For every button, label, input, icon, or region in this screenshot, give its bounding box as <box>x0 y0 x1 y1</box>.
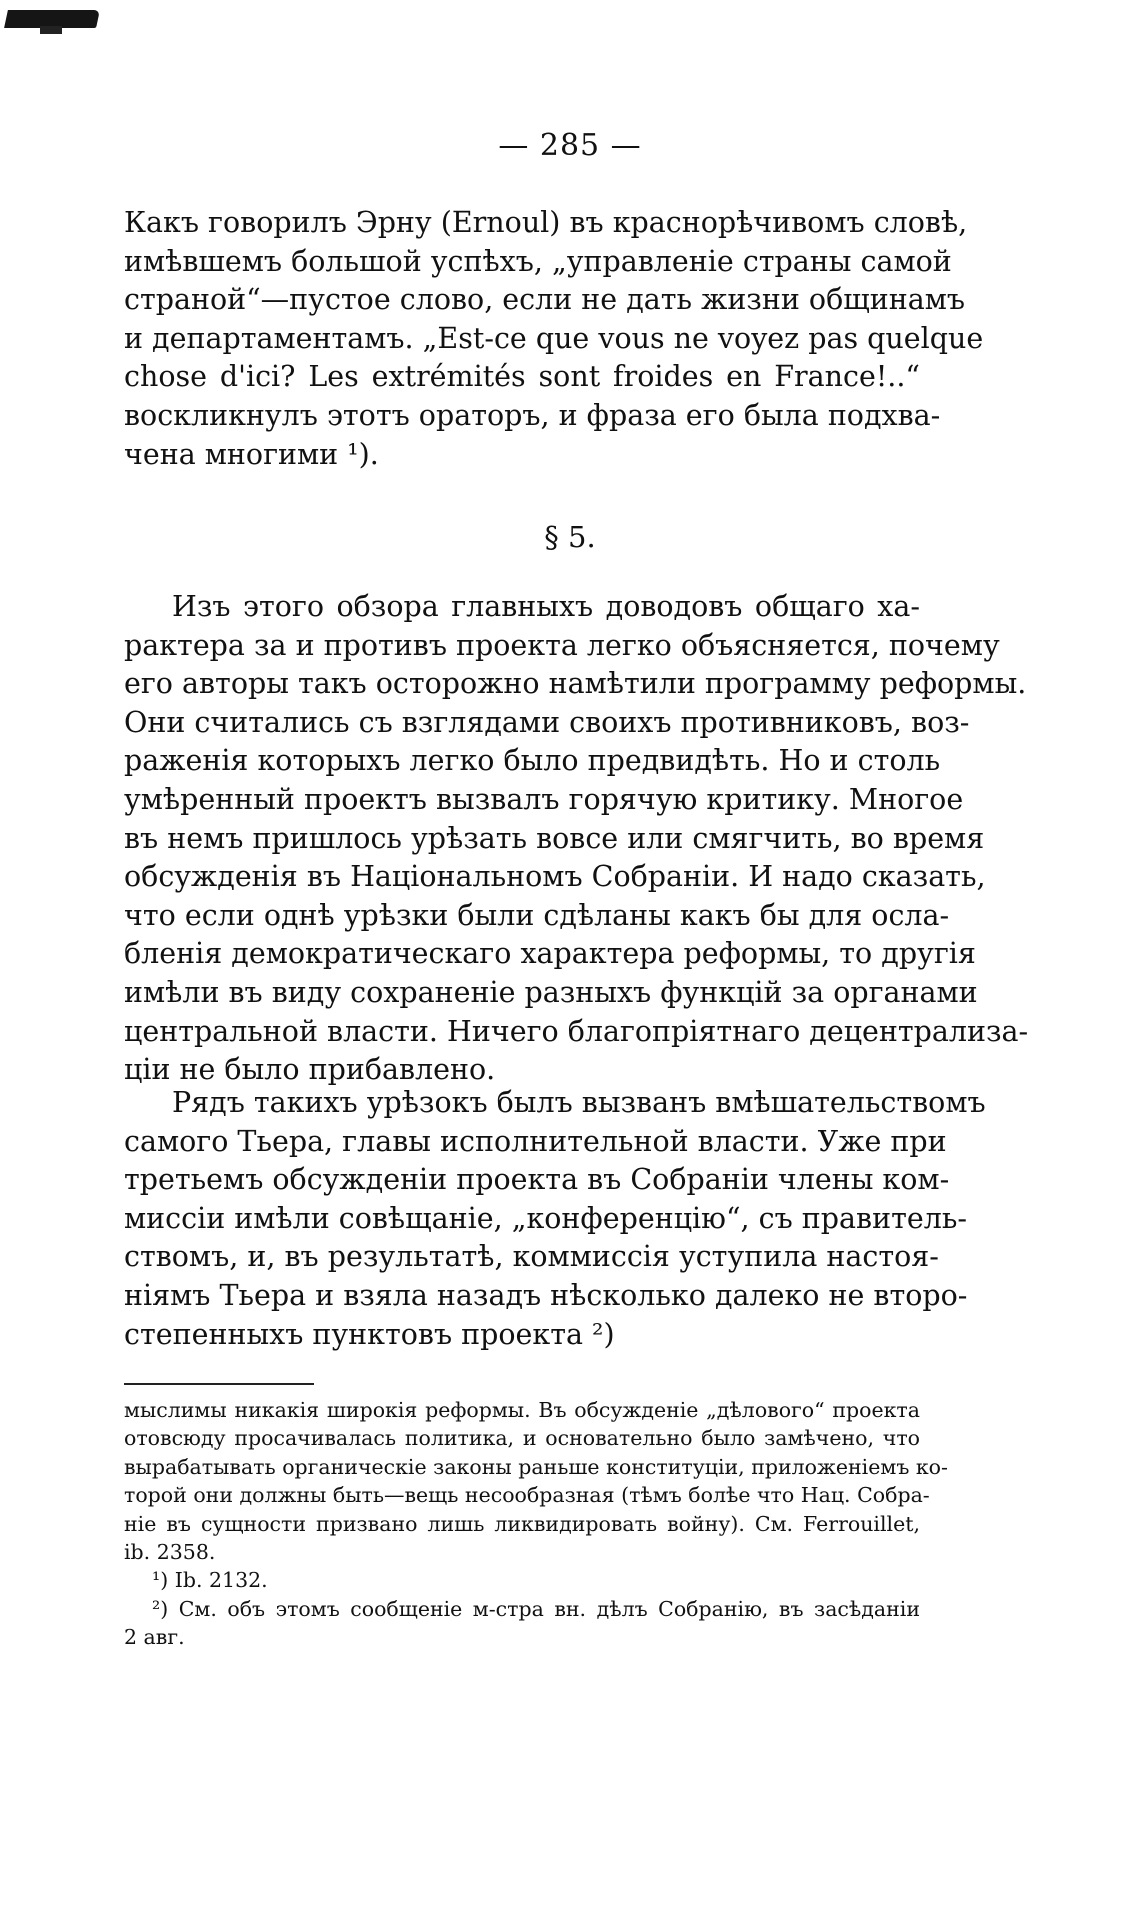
footnote-line: мыслимы никакія широкія реформы. Въ обсужденіе „дѣлового“ проекта <box>124 1398 920 1422</box>
text-line: Изъ этого обзора главныхъ доводовъ общаго ха- <box>172 590 920 623</box>
scan-artifact-mark-small <box>40 26 62 34</box>
text-line: ціи не было прибавлено. <box>124 1053 496 1087</box>
footnotes <box>124 1396 948 1652</box>
text-line: ствомъ, и, въ результатѣ, коммиссія уступила настоя- <box>124 1240 939 1274</box>
text-line: рактера за и противъ проекта легко объясняется, почему <box>124 628 1000 662</box>
text-line: центральной власти. Ничего благопріятнаго децентрализа- <box>124 1014 1029 1048</box>
footnote-line: вырабатывать органическіе законы раньше конституціи, приложеніемъ ко- <box>124 1454 948 1479</box>
text-line: бленія демократическаго характера реформы, то другія <box>124 937 976 971</box>
footnote-2-line: ²) См. объ этомъ сообщеніе м-стра вн. дѣлъ Собранію, въ засѣданіи <box>152 1596 920 1621</box>
footnote-2-line: 2 авг. <box>124 1625 185 1650</box>
footnote-line: ib. 2358. <box>124 1539 216 1564</box>
footnote-line: отовсюду просачивалась политика, и основательно было замѣчено, что <box>124 1426 920 1451</box>
text-line: ніямъ Тьера и взяла назадъ нѣсколько далеко не второ- <box>124 1278 968 1312</box>
text-line: и департаментамъ. „Est-ce que vous ne voyez pas quelque <box>124 321 984 355</box>
text-line: воскликнулъ этотъ ораторъ, и фраза его была подхва- <box>124 398 941 432</box>
footnote-1: ¹) Ib. 2132. <box>152 1568 268 1593</box>
text-line: раженія которыхъ легко было предвидѣть. Но и столь <box>124 744 941 778</box>
text-line: умѣренный проектъ вызвалъ горячую критику. Многое <box>124 782 964 816</box>
section-heading: § 5. <box>544 520 596 554</box>
text-line: степенныхъ пунктовъ проекта ²) <box>124 1317 615 1351</box>
text-line: его авторы такъ осторожно намѣтили программу реформы. <box>124 667 1027 701</box>
paragraph-2 <box>124 588 1029 1090</box>
text-line: имѣвшемъ большой успѣхъ, „управленіе страны самой <box>124 244 952 278</box>
footnote-line: ніе въ сущности призвано лишь ликвидировать войну). См. Ferrouillet, <box>124 1511 920 1536</box>
text-line: самого Тьера, главы исполнительной власти. Уже при <box>124 1124 947 1158</box>
text-line: chose d'ici? Les extrémités sont froides en France!..“ <box>124 360 920 394</box>
text-line: третьемъ обсужденіи проекта въ Собраніи члены ком- <box>124 1163 950 1197</box>
text-line: что если однѣ урѣзки были сдѣланы какъ бы для осла- <box>124 898 950 932</box>
footnote-line: торой они должны быть—вещь несообразная (тѣмъ болѣе что Нац. Собра- <box>124 1483 930 1508</box>
text-line: миссіи имѣли совѣщаніе, „конференцію“, съ правитель- <box>124 1201 967 1235</box>
page-number: — 285 — <box>498 128 642 163</box>
text-line: имѣли въ виду сохраненіе разныхъ функцій за органами <box>124 975 978 1009</box>
text-line: страной“—пустое слово, если не дать жизни общинамъ <box>124 283 966 317</box>
text-line: чена многими ¹). <box>124 437 379 471</box>
text-line: обсужденія въ Національномъ Собраніи. И надо сказать, <box>124 860 986 894</box>
text-line: въ немъ пришлось урѣзать вовсе или смягчить, во время <box>124 821 985 855</box>
footnote-divider <box>124 1383 314 1385</box>
text-line: Рядъ такихъ урѣзокъ былъ вызванъ вмѣшательствомъ <box>172 1086 986 1119</box>
text-line: Они считались съ взглядами своихъ противниковъ, воз- <box>124 705 970 739</box>
text-line: Какъ говорилъ Эрну (Ernoul) въ краснорѣчивомъ словѣ, <box>124 206 968 239</box>
paragraph-3 <box>124 1084 986 1354</box>
paragraph-1 <box>124 204 984 474</box>
